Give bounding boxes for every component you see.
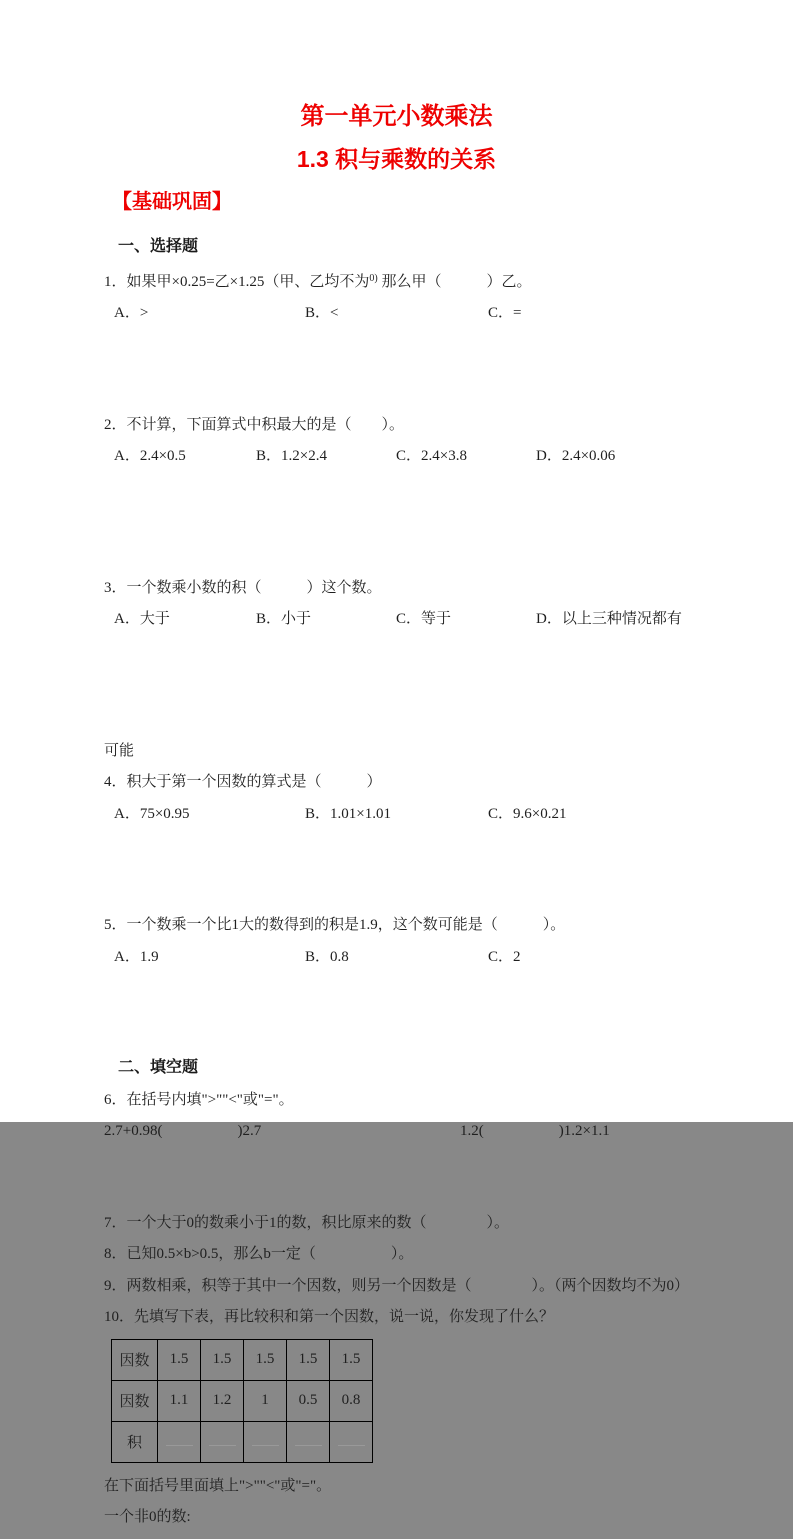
question-3: 3．一个数乘小数的积（ ）这个数。 <box>104 579 382 596</box>
page-title: 第一单元小数乘法 <box>300 103 493 130</box>
option: A．75×0.95 <box>114 805 190 822</box>
option: C．2.4×3.8 <box>396 448 467 464</box>
question-2-options <box>104 446 724 566</box>
option: A．大于 <box>114 611 170 627</box>
table-cell: 因数 <box>112 1380 158 1421</box>
option: A．1.9 <box>114 948 159 965</box>
table-cell: 1.5 <box>201 1339 244 1380</box>
table-cell <box>287 1421 330 1462</box>
option: C．= <box>488 305 522 321</box>
table-cell: 1.5 <box>158 1339 201 1380</box>
blank-line <box>295 1432 322 1446</box>
option: B．< <box>305 305 339 321</box>
option: A．2.4×0.5 <box>114 448 186 464</box>
option: D．2.4×0.06 <box>536 448 616 464</box>
table-cell: 1.2 <box>201 1380 244 1421</box>
question-1-prefix: 1．如果甲×0.25=乙×1.25（甲、乙均不为 <box>104 273 370 290</box>
option: B．小于 <box>256 611 312 627</box>
option: D．以上三种情况都有 <box>536 611 682 627</box>
question-9: 9．两数相乘，积等于其中一个因数，则另一个因数是（ ）。（两个因数均不为0） <box>104 1277 690 1294</box>
question-5-options <box>104 947 724 1047</box>
question-6: 6．在括号内填">""<"或"="。 <box>104 1091 294 1108</box>
table-cell: 1.1 <box>158 1380 201 1421</box>
question-2: 2．不计算，下面算式中积最大的是（ ）。 <box>104 416 405 433</box>
fill-expression: 1.2( )1.2×1.1 <box>460 1123 610 1139</box>
page-subtitle: 1.3 积与乘数的关系 <box>296 146 497 172</box>
question-1 <box>104 269 724 292</box>
blank-line <box>166 1432 193 1446</box>
fill-expression: 2.7+0.98( )2.7 <box>104 1123 262 1139</box>
question-6-expressions <box>104 1121 724 1201</box>
table-row <box>112 1421 373 1462</box>
table-cell <box>201 1421 244 1462</box>
option: B．0.8 <box>305 948 349 965</box>
table-cell <box>244 1421 287 1462</box>
note-nonzero-number: 一个非0的数: <box>104 1509 191 1525</box>
question-4-options <box>104 804 724 904</box>
note-fill-symbols: 在下面括号里面填上">""<"或"="。 <box>104 1477 332 1494</box>
option: B．1.2×2.4 <box>256 448 327 464</box>
factors-table <box>111 1339 373 1463</box>
question-7: 7．一个大于0的数乘小于1的数，积比原来的数（ ）。 <box>104 1214 510 1231</box>
table-cell <box>158 1421 201 1462</box>
question-4: 4．积大于第一个因数的算式是（ ） <box>104 774 382 790</box>
blank-line <box>252 1432 279 1446</box>
option: C．2 <box>488 948 521 965</box>
option: C．等于 <box>396 611 452 627</box>
table-cell: 1.5 <box>287 1339 330 1380</box>
table-cell: 1.5 <box>330 1339 373 1380</box>
question-1-suffix: 那么甲（ ）乙。 <box>377 273 532 290</box>
option: B．1.01×1.01 <box>305 805 391 822</box>
question-8: 8．已知0.5×b>0.5，那么b一定（ ）。 <box>104 1246 414 1262</box>
table-cell: 因数 <box>112 1339 158 1380</box>
table-cell: 积 <box>112 1421 158 1462</box>
question-5: 5．一个数乘一个比1大的数得到的积是1.9，这个数可能是（ ）。 <box>104 917 566 933</box>
table-cell: 1 <box>244 1380 287 1421</box>
table-cell: 0.5 <box>287 1380 330 1421</box>
question-10: 10．先填写下表，再比较积和第一个因数，说一说，你发现了什么？ <box>104 1309 555 1325</box>
question-1-superscript: 0) <box>369 272 378 284</box>
part1-heading: 一、选择题 <box>118 238 199 255</box>
blank-line <box>338 1432 365 1446</box>
table-row <box>112 1380 373 1421</box>
part2-heading: 二、填空题 <box>118 1059 199 1076</box>
option: A．> <box>114 305 149 321</box>
question-1-options <box>104 303 724 403</box>
table-cell: 1.5 <box>244 1339 287 1380</box>
table-row <box>112 1339 373 1380</box>
option: C．9.6×0.21 <box>488 805 567 822</box>
page-content <box>104 104 724 1539</box>
question-3-option-overflow: 可能 <box>104 742 135 759</box>
blank-line <box>209 1432 236 1446</box>
table-cell: 0.8 <box>330 1380 373 1421</box>
table-cell <box>330 1421 373 1462</box>
section-badge: 【基础巩固】 <box>112 191 232 213</box>
question-3-options <box>104 609 724 729</box>
